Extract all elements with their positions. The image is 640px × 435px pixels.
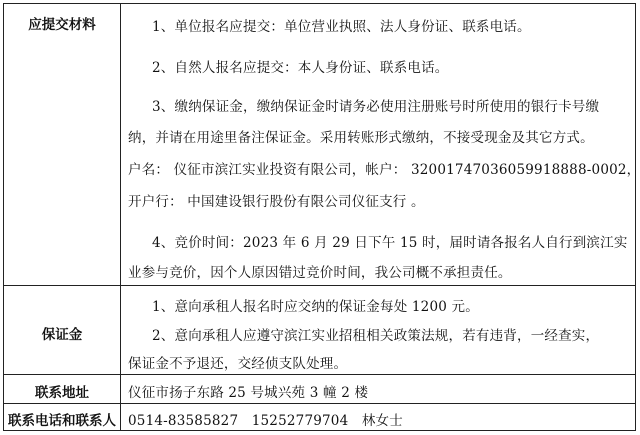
- address-label: 联系地址: [35, 385, 89, 401]
- column-divider: [120, 4, 121, 430]
- documents-line-8: 业参与竞价，因个人原因错过竞价时间，我公司概不承担责任。: [128, 265, 512, 281]
- deposit-line-1: 1、意向承租人报名时应交纳的保证金每处 1200 元。: [152, 299, 479, 315]
- documents-line-3: 3、缴纳保证金，缴纳保证金时请务必使用注册账号时所使用的银行卡号缴: [152, 99, 600, 115]
- row-divider: [4, 403, 635, 404]
- contact-value: 0514-83585827 15252779704 林女士: [128, 413, 403, 429]
- documents-bank-line: 开户行： 中国建设银行股份有限公司仪征支行 。: [128, 194, 425, 210]
- requirements-table: [3, 3, 640, 431]
- address-value: 仪征市扬子东路 25 号城兴苑 3 幢 2 楼: [128, 385, 369, 401]
- deposit-line-2: 2、意向承租人应遵守滨江实业招租相关政策法规，若有违背，一经查实，: [152, 328, 600, 344]
- documents-account-line: 户名： 仪征市滨江实业投资有限公司，帐户： 32001747036059918888-0002，: [128, 162, 640, 178]
- deposit-line-3: 保证金不予退还，交经侦支队处理。: [128, 356, 348, 372]
- documents-line-4: 纳，并请在用途里备注保证金。采用转账形式缴纳，不接受现金及其它方式。: [128, 130, 594, 146]
- documents-line-7: 4、竞价时间：2023 年 6 月 29 日下午 15 时，届时请各报名人自行到滨江实: [152, 235, 628, 251]
- row-divider: [4, 285, 635, 286]
- documents-line-1: 1、单位报名应提交：单位营业执照、法人身份证、联系电话。: [152, 19, 531, 35]
- documents-line-2: 2、自然人报名应提交：本人身份证、联系电话。: [152, 60, 449, 76]
- documents-label: 应提交材料: [28, 17, 96, 33]
- contact-label: 联系电话和联系人: [8, 413, 116, 429]
- deposit-label: 保证金: [41, 327, 83, 343]
- row-divider: [4, 374, 635, 375]
